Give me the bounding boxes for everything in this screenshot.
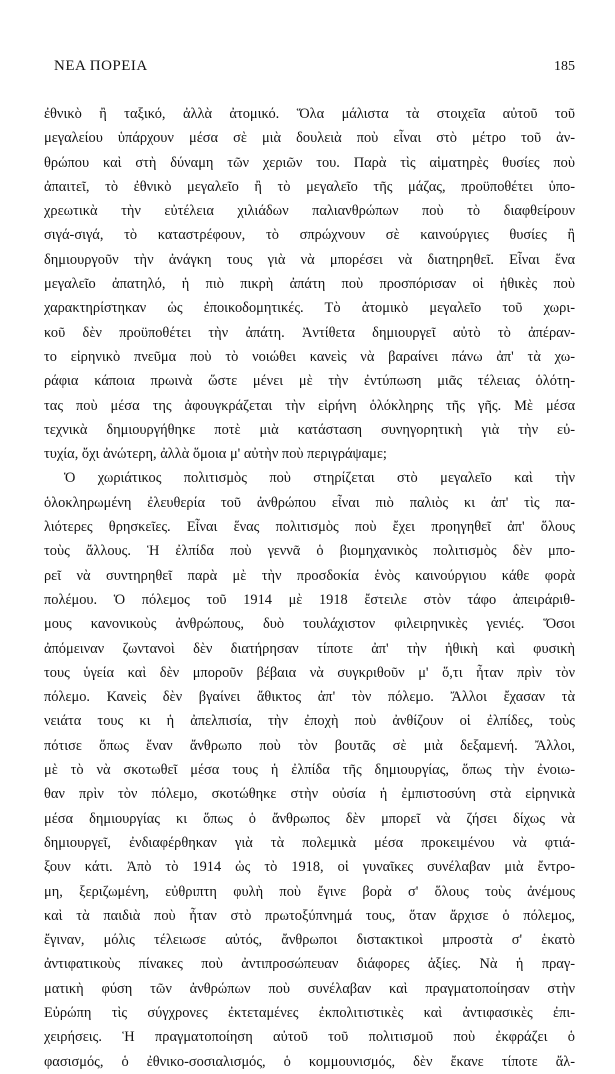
text-line: φασισμός, ὁ ἐθνικο-σοσιαλισμός, ὁ κομμουνισμός, δὲν ἔκανε τίποτε ἄλ- [44,1053,575,1070]
text-line: ἀντιφατικοὺς πίνακες ποὺ ἀντιπροσώπευαν διάφορες ἀξίες. Νὰ ἡ πραγ- [44,956,575,973]
text-line: ἀπόμειναν ζωντανοὶ δὲν διατήρησαν τίποτε ἀπ' τὴν ἠθικὴ καὶ φυσικὴ [44,640,575,657]
text-line: σιγά-σιγά, τὸ καταστρέφουν, τὸ σπρώχνουν σὲ καινούργιες θυσίες ἢ [44,227,575,244]
text-line: κοῦ δὲν προϋποθέτει τὴν ἀπάτη. Ἀντίθετα δημιουργεῖ αὐτὸ τὸ ἀπέραν- [44,324,575,341]
text-line: δημιουργοῦν τὴν ἀνάγκη τους γιὰ νὰ μπορέσει νὰ διατηρηθεῖ. Εἶναι ἕνα [44,251,575,268]
page-number: 185 [554,59,575,74]
paragraph [44,466,575,1073]
paragraph [44,102,575,466]
text-line: δημιουργεῖ, ἐνδιαφέρθηκαν γιὰ τὰ πολεμικὰ μέσα προκειμένου νὰ φτιά- [44,834,575,851]
text-line: ρεῖ νὰ συντηρηθεῖ παρὰ μὲ τὴν προσδοκία ἑνὸς καινούργιου κάθε φορὰ [44,567,575,584]
text-line: ἀπαιτεῖ, τὸ ἐθνικὸ μεγαλεῖο ἢ τὸ μεγαλεῖο τῆς μάζας, προϋποθέτει ὑπο- [44,178,575,195]
text-line: χαρακτηρίστηκαν ὡς ἐποικοδομητικές. Τὸ ἀτομικὸ μεγαλεῖο τοῦ χωρι- [44,300,575,317]
text-line: το εἰρηνικὸ πνεῦμα ποὺ τὸ νοιώθει κανεὶς νὰ βαραίνει πάνω ἀπ' τὰ χω- [44,348,575,365]
text-line: μεγαλεῖο ἀπατηλό, ἡ πιὸ πικρὴ ἀπάτη ποὺ προσπόρισαν οἱ ἠθικὲς ποὺ [44,276,575,293]
book-page [44,58,575,1070]
text-line: τυχία, ὄχι ἀνώτερη, ἀλλὰ ὅμοια μ' αὐτὴν ποὺ περιγράψαμε; [44,446,387,463]
text-line: λιότερες θρησκεῖες. Εἶναι ἕνας πολιτισμὸς ποὺ ἔχει προηγηθεῖ ἀπ' ὅλους [44,519,575,536]
text-line: νειάτα τους κι ἡ ἀπελπισία, τὴν ἐποχὴ ποὺ ἀνθίζουν οἱ ἐλπίδες, τοὺς [44,713,575,730]
text-line: μὲ τὸ νὰ σκοτωθεῖ μέσα τους ἡ ἐλπίδα τῆς δημιουργίας, ὅπως τὴν ἐνοιω- [44,762,575,779]
text-line: τεχνικὰ δημιουργήθηκε ποτὲ μιὰ κατάσταση συνηγορητικὴ γιὰ τὴν εὐ- [44,421,575,438]
text-line: μεγαλείου ὑπάρχουν μέσα σὲ μιὰ δουλειὰ ποὺ εἶναι στὸ μέτρο τοῦ ἀν- [44,130,575,147]
text-line: θρώπου καὶ στὴ δύναμη τῶν χεριῶν του. Παρὰ τὶς αἱματηρὲς θυσίες ποὺ [44,154,575,171]
running-title: ΝΕΑ ΠΟΡΕΙΑ [54,58,148,74]
text-line: τους ὑγεία καὶ δὲν μποροῦν βέβαια νὰ συγκριθοῦν μ' ὅ,τι ἦταν πρὶν τὸν [44,664,575,681]
text-line: καὶ τὰ παιδιὰ ποὺ ἦταν στὸ πρωτοξύπνημά τους, ὅταν ἄρχισε ὁ πόλεμος, [44,907,575,924]
text-line: χειρήσεις. Ἡ πραγματοποίηση αὐτοῦ τοῦ πολιτισμοῦ ποὺ ἐκφράζει ὁ [44,1029,575,1046]
text-line: ἔγιναν, μόλις τέλειωσε αὐτός, ἄνθρωποι διστακτικοὶ μπροστὰ σ' ἑκατὸ [44,932,575,949]
page-header [44,58,575,88]
text-line: πόλεμο. Κανεὶς δὲν βγαίνει ἄθικτος ἀπ' τὸν πόλεμο. Ἄλλοι ἔχασαν τὰ [44,689,575,706]
text-line: μους κανονικοὺς ἀνθρώπους, δυὸ τουλάχιστον φιλειρηνικὲς γενιές. Ὅσοι [44,616,575,633]
body-text [44,102,575,1074]
text-line: θαν πρὶν τὸν πόλεμο, σκοτώθηκε στὴν οὐσία ἡ ἐμπιστοσύνη στὰ εἰρηνικὰ [44,786,575,803]
text-line: ἐθνικὸ ἢ ταξικό, ἀλλὰ ἀτομικό. Ὅλα μάλιστα τὰ στοιχεῖα αὐτοῦ τοῦ [44,106,575,122]
text-line: τοὺς ἄλλους. Ἡ ἐλπίδα ποὺ γεννᾶ ὁ βιομηχανικὸς πολιτισμὸς δὲν μπο- [44,543,575,560]
text-line: μη, ξεριζωμένη, εὐθριπτη φυλὴ ποὺ ἔγινε βορὰ σ' ὅλους τοὺς ἀνέμους [44,883,575,900]
text-line: χρεωτικὰ τὴν εὐτέλεια χιλιάδων παλιανθρώπων ποὺ τὸ διαφθείρουν [44,203,575,220]
text-line: ράφια κάποια πρωινὰ ὥστε μένει μὲ τὴν ἐντύπωση μιᾶς τέλειας ὁλότη- [44,373,575,390]
text-line: ὁλοκληρωμένη ἐλευθερία τοῦ ἀνθρώπου εἶναι πιὸ παλιὸς κι ἀπ' τὶς πα- [44,494,575,511]
text-line: Εὐρώπη τὶς σύγχρονες ἐκτεταμένες ἐκπολιτιστικὲς καὶ ἀντιφασικὲς ἐπι- [44,1004,575,1021]
text-line: ματικὴ φύση τῶν ἀνθρώπων ποὺ συνέλαβαν καὶ πραγματοποίησαν στὴν [44,980,575,997]
text-line: ξουν κάτι. Ἀπὸ τὸ 1914 ὡς τὸ 1918, οἱ γυναῖκες συνέλαβαν μιὰ ἔντρο- [44,859,575,876]
text-line: μέσα δημιουργίας κι ὅπως ὁ ἄνθρωπος δὲν μπορεῖ νὰ ζήσει δίχως νὰ [44,810,575,827]
text-line: πολέμου. Ὁ πόλεμος τοῦ 1914 μὲ 1918 ἔστειλε στὸν τάφο ἀπειράριθ- [44,591,575,608]
text-line: Ὁ χωριάτικος πολιτισμὸς ποὺ στηρίζεται στὸ μεγαλεῖο καὶ τὴν [64,470,575,487]
text-line: τας ποὺ μέσα της ἀφουγκράζεται τὴν εἰρήνη ὁλόκληρης τῆς γῆς. Μὲ μέσα [44,397,575,414]
text-line: πότισε ὅπως ἕναν ἄνθρωπο ποὺ τὸν βουτᾶς σὲ μιὰ δεξαμενή. Ἄλλοι, [44,737,575,754]
